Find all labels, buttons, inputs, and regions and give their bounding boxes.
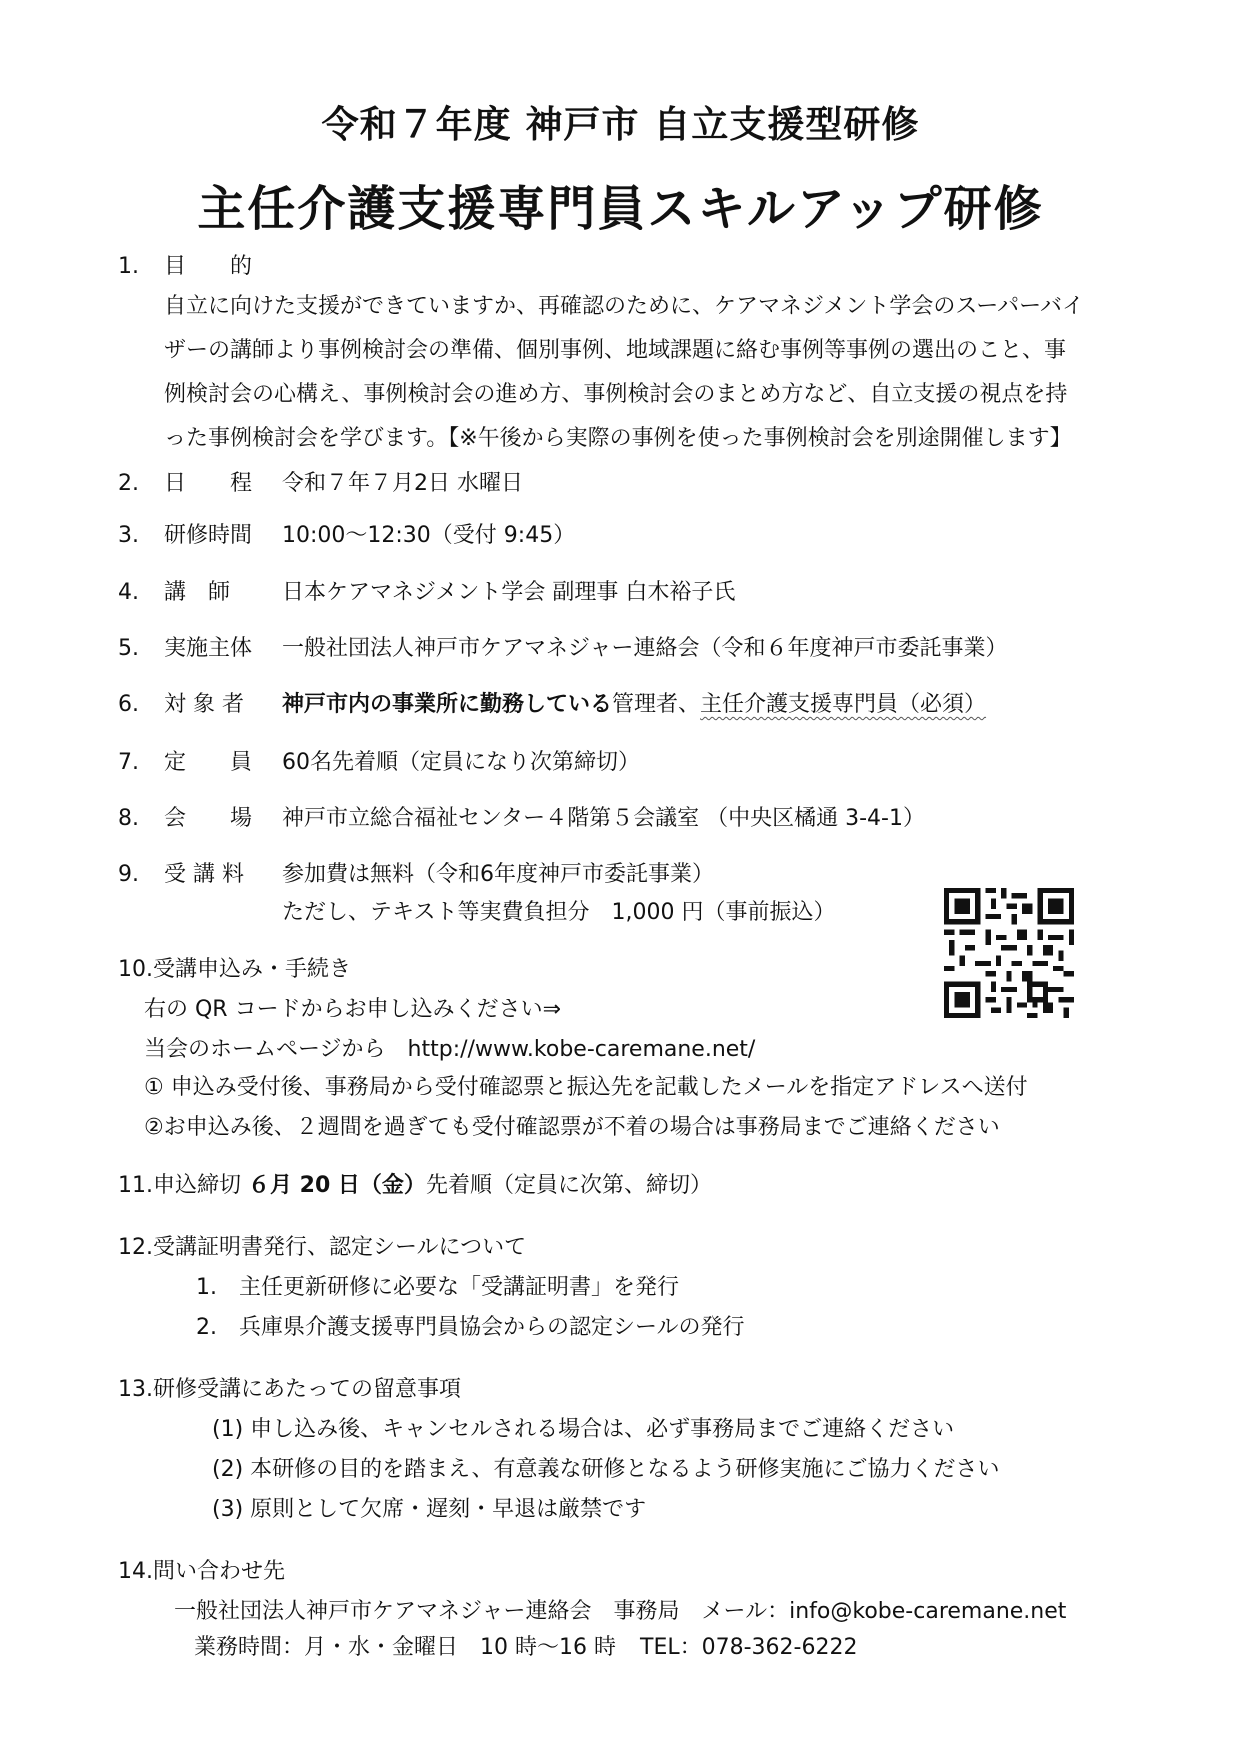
section-2-label: 日 程 [164,471,253,496]
application-line-1: 右の QR コードからお申し込みください⇒ [144,997,562,1022]
certificate-item-1: 1. 主任更新研修に必要な「受講証明書」を発行 [196,1275,679,1300]
section-1-number: 1. [118,254,139,279]
purpose-line-2: ザーの講師より事例検討会の準備、個別事例、地域課題に絡む事例等事例の選出のこと、事 [164,338,1067,363]
section-8-number: 8. [118,806,139,831]
section-13-heading: 13.研修受講にあたっての留意事項 [118,1377,461,1402]
section-4-label: 講 師 [164,580,231,605]
deadline-note: 先着順（定員に次第、締切） [425,1173,712,1198]
target-underlined-text: 主任介護支援専門員（必須） [700,692,987,717]
note-item-3: (3) 原則として欠席・遅刻・早退は厳禁です [212,1497,647,1522]
section-3-label: 研修時間 [164,523,253,548]
deadline-date: ６月 20 日（金） [248,1173,426,1198]
qr-code-icon[interactable] [944,888,1074,1018]
purpose-line-3: 例検討会の心構え、事例検討会の進め方、事例検討会のまとめ方など、自立支援の視点を持 [164,382,1068,407]
section-9-number: 9. [118,862,139,887]
section-1-label: 目 的 [164,254,253,279]
target-value [282,690,986,720]
training-time-value: 10:00～12:30（受付 9:45） [282,523,576,548]
organizer-value: 一般社団法人神戸市ケアマネジャー連絡会（令和６年度神戸市委託事業） [282,636,1008,661]
section-14-heading: 14.問い合わせ先 [118,1559,285,1584]
section-6-number: 6. [118,692,139,717]
section-11-heading: 11.申込締切 [118,1173,241,1198]
title-line-1: 令和７年度 神戸市 自立支援型研修 [321,103,920,146]
application-line-4: ②お申込み後、２週間を過ぎても受付確認票が不着の場合は事務局までご連絡ください [144,1115,1000,1140]
section-7-number: 7. [118,750,139,775]
capacity-value: 60名先着順（定員になり次第締切） [282,750,640,775]
schedule-value: 令和７年７月2日 水曜日 [282,471,523,496]
target-bold-text: 神戸市内の事業所に勤務している [282,692,613,717]
note-item-1: (1) 申し込み後、キャンセルされる場合は、必ず事務局までご連絡ください [212,1417,955,1442]
section-6-label: 対 象 者 [164,692,244,717]
section-5-number: 5. [118,636,139,661]
application-line-2[interactable]: 当会のホームページから http://www.kobe-caremane.net/ [144,1037,756,1062]
section-9-label: 受 講 料 [164,862,244,887]
section-10-heading: 10.受講申込み・手続き [118,957,351,982]
application-line-3: ① 申込み受付後、事務局から受付確認票と振込先を記載したメールを指定アドレスへ送付 [144,1075,1028,1100]
target-plain-text: 管理者、 [612,692,701,717]
purpose-line-1: 自立に向けた支援ができていますか、再確認のために、ケアマネジメント学会のスーパーバイ [164,294,1085,319]
section-4-number: 4. [118,580,139,605]
certificate-item-2: 2. 兵庫県介護支援専門員協会からの認定シールの発行 [196,1315,745,1340]
section-5-label: 実施主体 [164,636,253,661]
venue-value: 神戸市立総合福祉センター４階第５会議室 （中央区橘通 3-4-1） [282,806,925,831]
deadline-line [118,1171,712,1201]
purpose-line-4: った事例検討会を学びます。【※午後から実際の事例を使った事例検討会を別途開催します】 [164,426,1072,451]
fee-line-2: ただし、テキスト等実費負担分 1,000 円（事前振込） [282,900,836,925]
note-item-2: (2) 本研修の目的を踏まえ、有意義な研修となるよう研修実施にご協力ください [212,1457,1000,1482]
section-8-label: 会 場 [164,806,253,831]
lecturer-value: 日本ケアマネジメント学会 副理事 白木裕子氏 [282,580,736,605]
section-3-number: 3. [118,523,139,548]
section-7-label: 定 員 [164,750,253,775]
section-12-heading: 12.受講証明書発行、認定シールについて [118,1235,527,1260]
fee-line-1: 参加費は無料（令和6年度神戸市委託事業） [282,862,714,887]
title-line-2: 主任介護支援専門員スキルアップ研修 [197,181,1044,237]
business-hours: 業務時間：月・水・金曜日 10 時～16 時 [194,1635,616,1660]
contact-line-1: 一般社団法人神戸市ケアマネジャー連絡会 事務局 メール：info@kobe-caremane.net [174,1599,1067,1624]
contact-phone: TEL：078-362-6222 [640,1635,858,1660]
section-2-number: 2. [118,471,139,496]
